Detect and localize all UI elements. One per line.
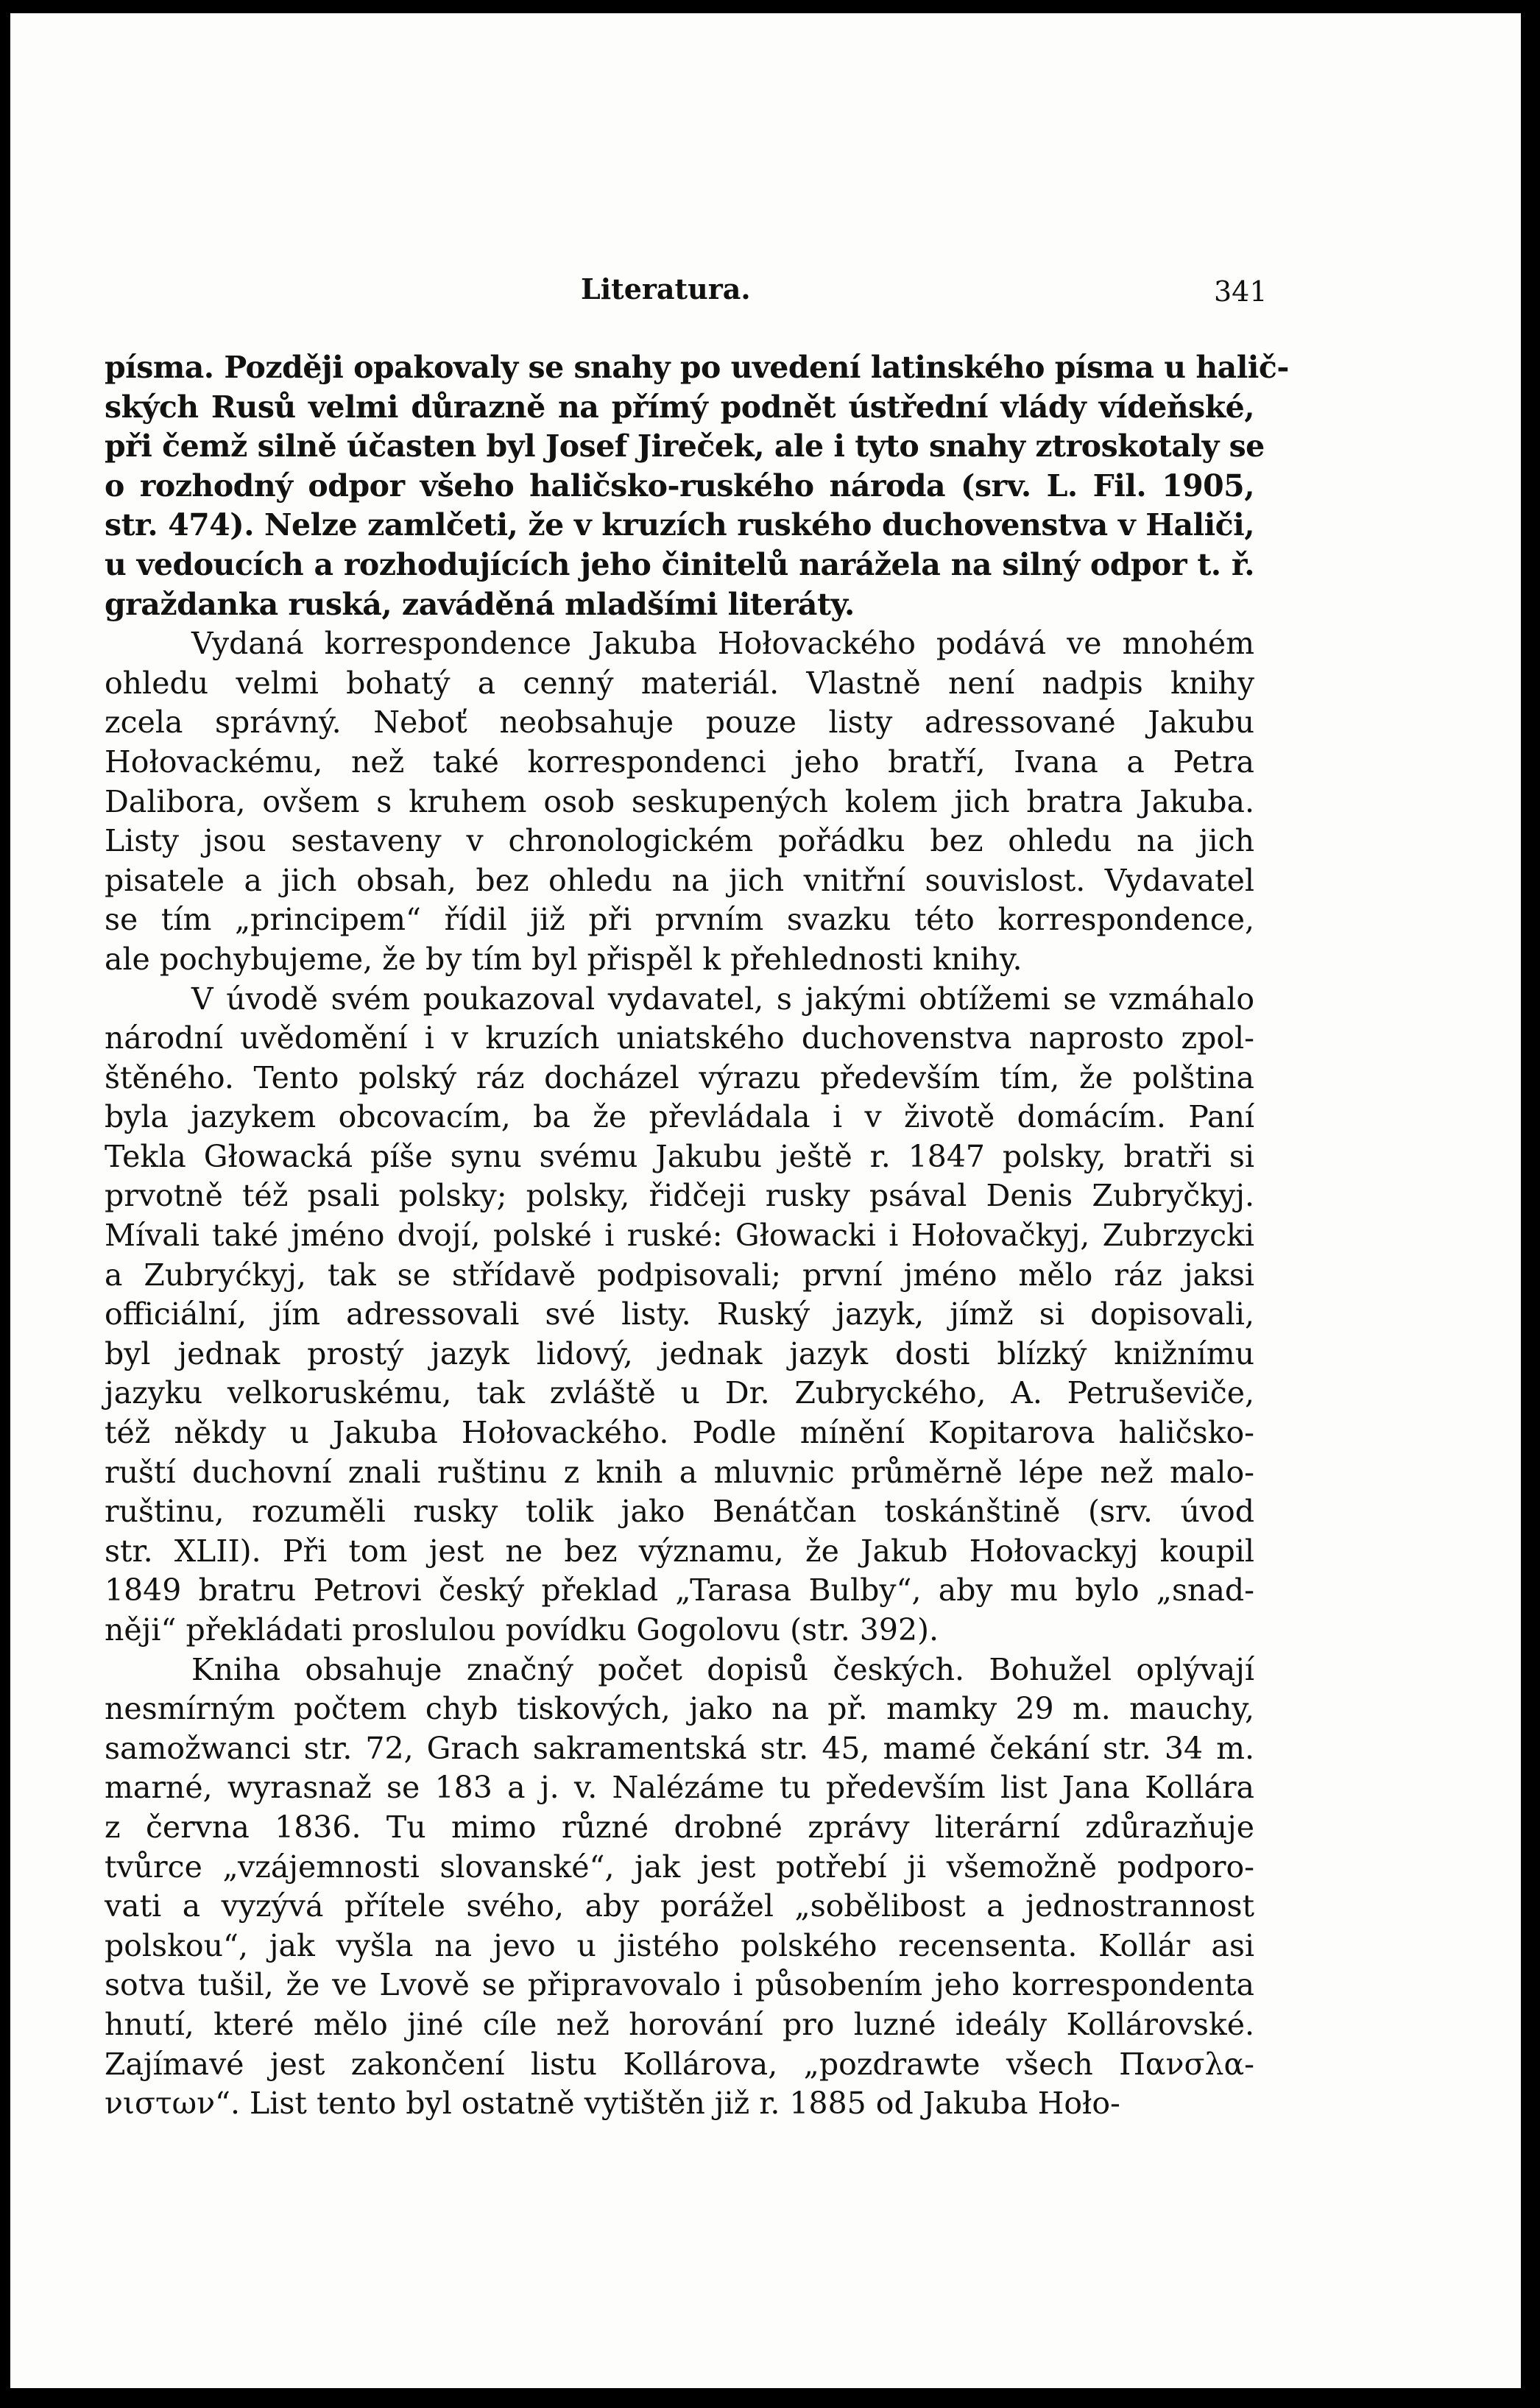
- text-line: sotva tušil, že ve Lvově se připravovalo i působením jeho korrespondenta: [105, 1967, 1254, 2003]
- text-line: polskou“, jak vyšla na jevo u jistého polského recensenta. Kollár asi: [105, 1927, 1254, 1963]
- text-line: písma. Později opakovaly se snahy po uvedení latinského písma u halič-: [105, 350, 1289, 385]
- body-text: [105, 348, 1289, 2124]
- text-line: Hołovackému, než také korrespondenci jeho bratří, Ivana a Petra: [105, 744, 1254, 780]
- paragraph: [105, 980, 1254, 1650]
- text-line: str. XLII). Při tom jest ne bez významu, že Jakub Hołovackyj koupil: [105, 1533, 1254, 1569]
- running-head: [10, 272, 1268, 317]
- text-line: zcela správný. Neboť neobsahuje pouze listy adressované Jakubu: [105, 705, 1254, 741]
- text-line: u vedoucích a rozhodujících jeho činitelů narážela na silný odpor t. ř.: [105, 546, 1254, 582]
- text-line: hnutí, které mělo jiné cíle než horování pro luzné ideály Kollárovské.: [105, 2006, 1254, 2042]
- text-line: 1849 bratru Petrovi český překlad „Tarasa Bulby“, aby mu bylo „snad-: [105, 1572, 1254, 1609]
- text-line: z června 1836. Tu mimo různé drobné zprávy literární zdůrazňuje: [105, 1809, 1254, 1845]
- text-line: Mívali také jméno dvojí, polské i ruské: Głowacki i Hołovačkyj, Zubrzycki: [105, 1218, 1254, 1254]
- text-line: V úvodě svém poukazoval vydavatel, s jakými obtížemi se vzmáhalo: [191, 981, 1254, 1017]
- text-line: marné, wyrasnaž se 183 a j. v. Nalézáme tu především list Jana Kollára: [105, 1770, 1254, 1806]
- text-line: byla jazykem obcovacím, ba že převládala i v životě domácím. Paní: [105, 1099, 1254, 1135]
- text-line: něji“ překládati proslulou povídku Gogolovu (str. 392).: [105, 1612, 939, 1648]
- text-line: ruští duchovní znali ruštinu z knih a mluvnic průměrně lépe než malo-: [105, 1454, 1254, 1490]
- text-line: Kniha obsahuje značný počet dopisů českých. Bohužel oplývají: [191, 1651, 1254, 1687]
- text-line: ruštinu, rozuměli rusky tolik jako Benátčan toskánštině (srv. úvod: [105, 1494, 1254, 1530]
- text-line: ohledu velmi bohatý a cenný materiál. Vlastně není nadpis knihy: [105, 665, 1254, 701]
- text-line: Vydaná korrespondence Jakuba Hołovackého podává ve mnohém: [191, 626, 1254, 662]
- page-number: 341: [1214, 275, 1268, 308]
- text-line: Tekla Głowacká píše synu svému Jakubu ještě r. 1847 polsky, bratři si: [105, 1138, 1254, 1174]
- text-line: nesmírným počtem chyb tiskových, jako na př. mamky 29 m. mauchy,: [105, 1691, 1254, 1727]
- text-line: Dalibora, ovšem s kruhem osob seskupených kolem jich bratra Jakuba.: [105, 783, 1254, 819]
- text-line: při čemž silně účasten byl Josef Jireček, ale i tyto snahy ztroskotaly se: [105, 428, 1265, 465]
- text-line: samožwanci str. 72, Grach sakramentská str. 45, mamé čekání str. 34 m.: [105, 1730, 1254, 1766]
- text-line: jazyku velkoruskému, tak zvláště u Dr. Zubryckého, A. Petruševiče,: [105, 1375, 1254, 1411]
- paragraph: [105, 624, 1254, 979]
- text-line: tvůrce „vzájemnosti slovanské“, jak jest potřebí ji všemožně podporo-: [105, 1849, 1254, 1885]
- text-line: officiální, jím adressovali své listy. Ruský jazyk, jímž si dopisovali,: [105, 1296, 1254, 1332]
- text-line: νιστων“. List tento byl ostatně vytištěn již r. 1885 od Jakuba Hoło-: [105, 2086, 1120, 2122]
- paragraph: [105, 1650, 1254, 2124]
- book-page: [10, 13, 1521, 2388]
- text-line: ale pochybujeme, že by tím byl přispěl k přehlednosti knihy.: [105, 941, 1022, 977]
- text-line: o rozhodný odpor všeho haličsko-ruského národa (srv. L. Fil. 1905,: [105, 467, 1254, 504]
- text-line: byl jednak prostý jazyk lidový, jednak jazyk dosti blízký knižnímu: [105, 1335, 1254, 1371]
- text-line: ských Rusů velmi důrazně na přímý podnět ústřední vlády vídeňské,: [105, 389, 1254, 425]
- running-head-title: Literatura.: [581, 272, 751, 306]
- text-line: a Zubryćkyj, tak se střídavě podpisovali; první jméno mělo ráz jaksi: [105, 1257, 1254, 1293]
- text-line: str. 474). Nelze zamlčeti, že v kruzích ruského duchovenstva v Haliči,: [105, 507, 1254, 543]
- text-line: se tím „principem“ řídil již při prvním svazku této korrespondence,: [105, 902, 1254, 938]
- text-line: graždanka ruská, zaváděná mladšími literáty.: [105, 586, 855, 622]
- text-line: prvotně též psali polsky; polsky, řidčeji rusky psával Denis Zubryčkyj.: [105, 1178, 1254, 1214]
- text-line: Zajímavé jest zakončení listu Kollárova, „pozdrawte všech Πανσλα-: [105, 2046, 1254, 2082]
- text-line: pisatele a jich obsah, bez ohledu na jich vnitřní souvislost. Vydavatel: [105, 862, 1254, 898]
- text-line: též někdy u Jakuba Hołovackého. Podle mínění Kopitarova haličsko-: [105, 1415, 1254, 1451]
- paragraph: [105, 348, 1289, 624]
- text-line: národní uvědomění i v kruzích uniatského duchovenstva naprosto zpol-: [105, 1020, 1254, 1056]
- text-line: Listy jsou sestaveny v chronologickém pořádku bez ohledu na jich: [105, 823, 1254, 859]
- text-line: vati a vyzývá přítele svého, aby porážel „sobělibost a jednostrannost: [105, 1888, 1254, 1924]
- text-line: štěného. Tento polský ráz docházel výrazu především tím, že polština: [105, 1059, 1254, 1095]
